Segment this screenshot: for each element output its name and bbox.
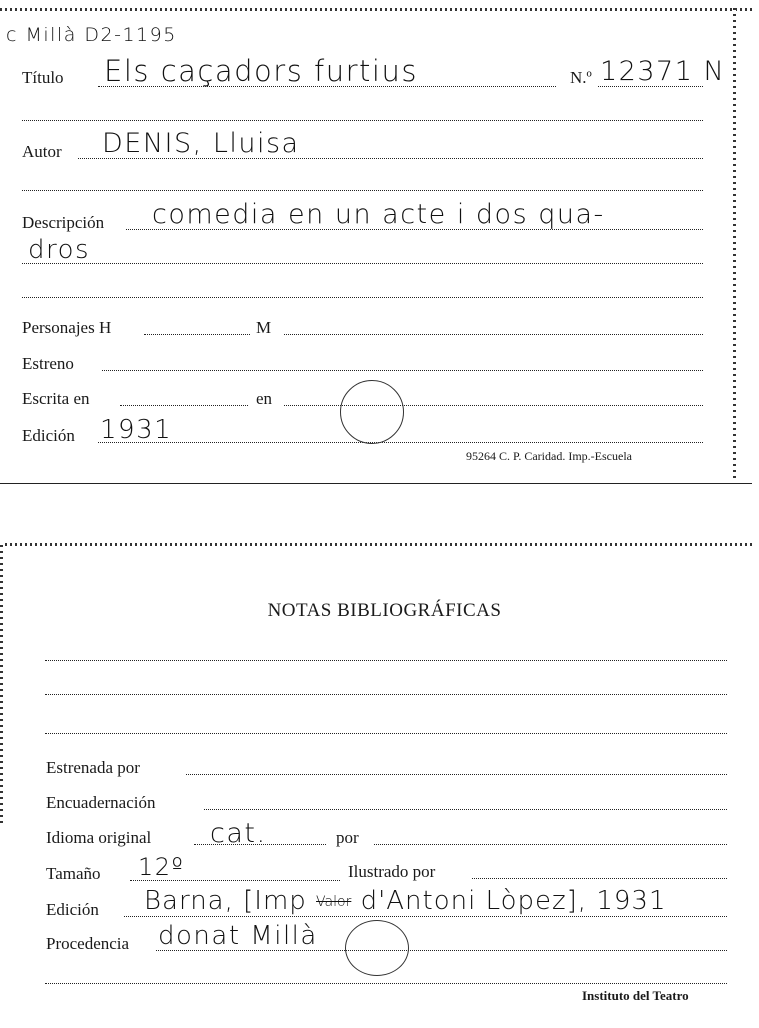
encuadernacion-line bbox=[204, 809, 727, 810]
tamano-label: Tamaño bbox=[46, 864, 101, 883]
punch-hole-mark bbox=[340, 380, 404, 444]
tamano-value: 12º bbox=[138, 853, 185, 881]
edicion2-value-b: d'Antoni Lòpez], 1931 bbox=[351, 886, 667, 916]
idioma-label: Idioma original bbox=[46, 828, 152, 847]
punch-hole-mark-2 bbox=[345, 920, 409, 976]
card-top-edge bbox=[0, 8, 752, 11]
catalog-code-note: c Millà D2-1195 bbox=[6, 24, 177, 46]
estreno-line bbox=[102, 370, 703, 371]
card-right-edge bbox=[733, 8, 736, 478]
edicion2-value bbox=[144, 886, 667, 916]
escrita-label: Escrita en bbox=[22, 389, 90, 408]
idioma-por-line bbox=[374, 844, 727, 845]
autor-label: Autor bbox=[22, 142, 62, 161]
descripcion-line-3 bbox=[22, 297, 703, 298]
printer-imprint: 95264 C. P. Caridad. Imp.-Escuela bbox=[466, 449, 632, 463]
card-bottom-edge bbox=[0, 483, 752, 484]
estrenada-line bbox=[186, 774, 727, 775]
encuadernacion-label: Encuadernación bbox=[46, 793, 156, 812]
idioma-por-label: por bbox=[336, 828, 359, 847]
footer-imprint: Instituto del Teatro bbox=[582, 988, 689, 1003]
edicion2-line bbox=[124, 916, 727, 917]
notas-line-1 bbox=[45, 660, 727, 661]
card2-left-edge bbox=[0, 543, 3, 823]
procedencia-extra-line bbox=[45, 983, 727, 984]
personajes-h-line bbox=[144, 334, 250, 335]
estreno-label: Estreno bbox=[22, 354, 74, 373]
titulo-extra-line bbox=[22, 120, 703, 121]
autor-value: DENIS, Lluisa bbox=[102, 128, 300, 159]
estrenada-label: Estrenada por bbox=[46, 758, 140, 777]
ilustrado-label: Ilustrado por bbox=[348, 862, 436, 881]
personajes-m-label: M bbox=[256, 318, 272, 337]
edicion-value: 1931 bbox=[100, 415, 173, 445]
descripcion-value-2: dros bbox=[28, 235, 91, 265]
titulo-value: Els caçadors furtius bbox=[104, 54, 418, 88]
edicion2-label: Edición bbox=[46, 900, 99, 919]
descripcion-label: Descripción bbox=[22, 213, 105, 232]
edicion-line bbox=[98, 442, 703, 443]
edicion-label: Edición bbox=[22, 426, 75, 445]
notas-line-2 bbox=[45, 694, 727, 695]
edicion2-value-a: Barna, [Imp bbox=[144, 886, 317, 916]
titulo-label: Título bbox=[22, 68, 64, 87]
escrita-en-label: en bbox=[256, 389, 273, 408]
idioma-value: cat. bbox=[210, 818, 267, 849]
procedencia-label: Procedencia bbox=[46, 934, 130, 953]
descripcion-line-2 bbox=[22, 263, 703, 264]
ilustrado-line bbox=[472, 878, 727, 879]
notas-line-3 bbox=[45, 733, 727, 734]
procedencia-value: donat Millà bbox=[158, 921, 318, 951]
edicion2-struck-word: Valor bbox=[316, 894, 352, 910]
card2-top-edge bbox=[0, 543, 752, 546]
autor-extra-line bbox=[22, 190, 703, 191]
numero-value: 12371 N bbox=[600, 56, 726, 87]
escrita-line bbox=[120, 405, 248, 406]
descripcion-value-1: comedia en un acte i dos qua- bbox=[152, 199, 605, 230]
personajes-m-line bbox=[284, 334, 703, 335]
personajes-label: Personajes H bbox=[22, 318, 112, 337]
numero-label: N.º bbox=[570, 68, 592, 87]
notas-title: NOTAS BIBLIOGRÁFICAS bbox=[267, 600, 502, 621]
